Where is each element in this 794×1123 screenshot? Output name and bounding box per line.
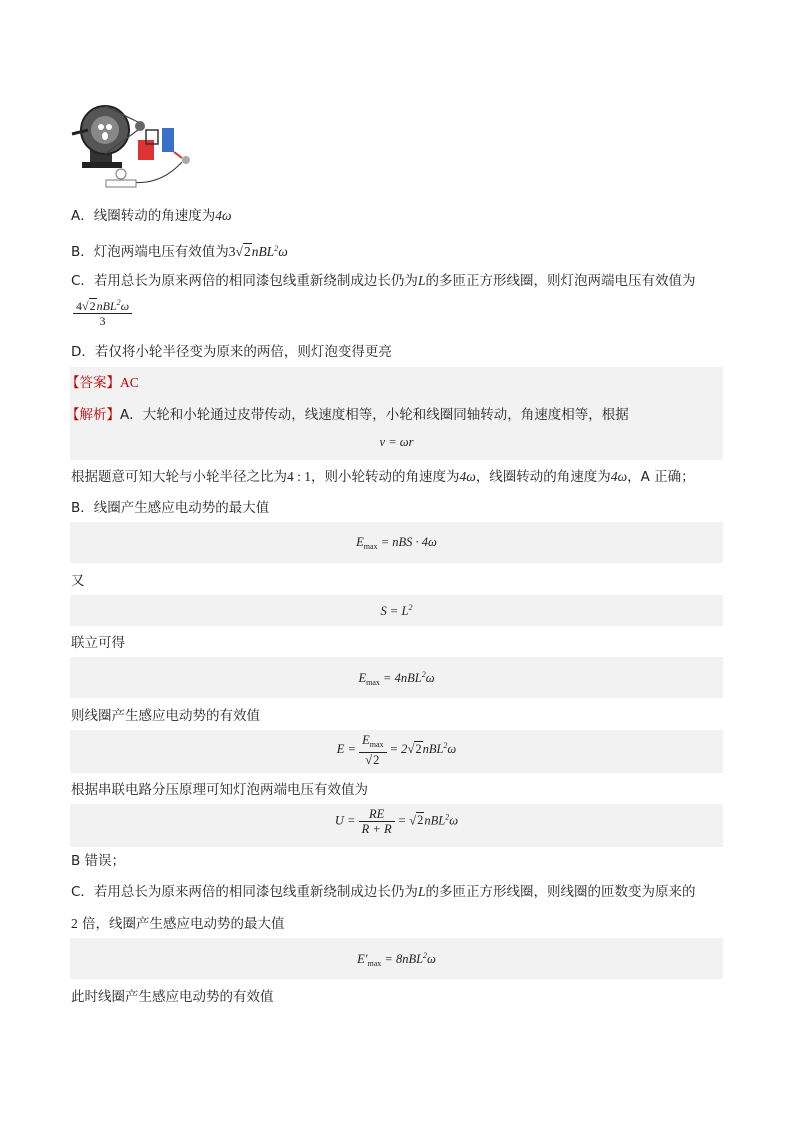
answer-line [66, 374, 139, 392]
option-c-fraction: $\frac{4√2nBL^2\omega}{3}$ [73, 296, 132, 328]
analysis-series: 根据串联电路分压原理可知灯泡两端电压有效值为 [71, 782, 368, 798]
option-b-text: B．灯泡两端电压有效值为 [71, 244, 229, 260]
option-a-text: A．线圈转动的角速度为 [71, 208, 216, 224]
analysis-b-intro: B．线圈产生感应电动势的最大值 [71, 500, 270, 516]
generator-illustration [70, 100, 200, 192]
option-c: C．若用总长为原来两倍的相同漆包线重新绕制成边长仍为L的多匝正方形线圈，则灯泡两端电压有效值为 [71, 273, 696, 289]
analysis-and: 又 [71, 573, 85, 589]
analysis-a-conclusion: 根据题意可知大轮与小轮半径之比为4 : 1，则小轮转动的角速度为4ω，线圈转动的角速度为4ω，A 正确； [71, 469, 695, 485]
answer-value: AC [120, 375, 139, 390]
analysis-combine: 联立可得 [71, 635, 125, 651]
equation-u-effective: U = $\frac{RE}{R + R}$ = √2nBL$^2$ω [334, 807, 459, 836]
equation-emax: $E_{max}$ = nBS · 4ω [356, 535, 437, 551]
analysis-label: 【解析】 [66, 407, 120, 423]
equation-emax-prime: $E'_{max} = 8nBL^2\omega$ [357, 951, 436, 968]
equation-v-omega-r: v = ωr [379, 435, 414, 449]
option-a-math: 4ω [215, 208, 232, 223]
answer-label: 【答案】 [66, 375, 120, 391]
option-b: B．灯泡两端电压有效值为3√2nBL$^2$ω [71, 244, 288, 260]
equation-e-effective: E = $\frac{E_{max}}{√2}$ = 2√2nBL$^2$ω [336, 733, 457, 767]
option-a [71, 207, 232, 225]
analysis-c-line1: C．若用总长为原来两倍的相同漆包线重新绕制成边长仍为L的多匝正方形线圈，则线圈的匝数变为原来的 [71, 884, 696, 900]
analysis-b-wrong: B 错误； [71, 853, 126, 869]
analysis-a-line: 【解析】A．大轮和小轮通过皮带传动，线速度相等，小轮和线圈同轴转动，角速度相等，根据 [66, 407, 629, 423]
equation-area: $S = L^2$ [380, 603, 413, 618]
analysis-effective: 则线圈产生感应电动势的有效值 [71, 708, 260, 724]
option-d: D．若仅将小轮半径变为原来的两倍，则灯泡变得更亮 [71, 344, 392, 360]
equation-emax-result: $E_{max} = 4nBL^2\omega$ [358, 670, 435, 687]
analysis-c-line2: 2 倍，线圈产生感应电动势的最大值 [71, 916, 285, 932]
analysis-c-effective: 此时线圈产生感应电动势的有效值 [71, 989, 274, 1005]
